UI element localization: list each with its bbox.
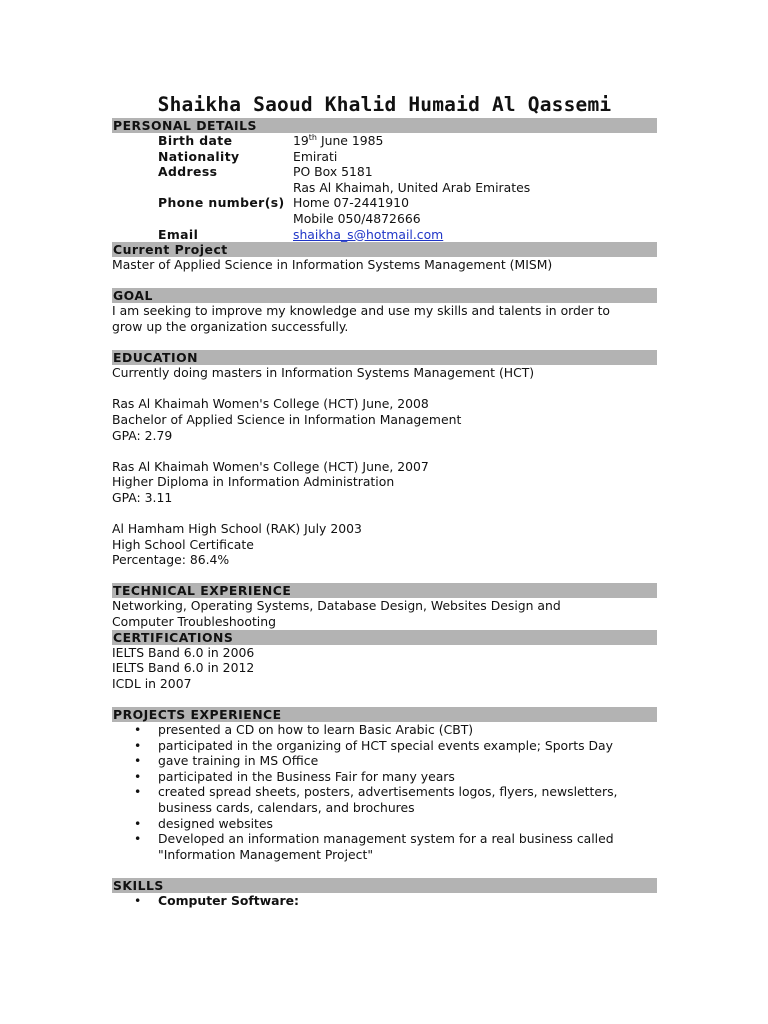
section-heading-goal: GOAL	[112, 288, 657, 303]
education-current: Currently doing masters in Information Systems Management (HCT)	[112, 365, 535, 381]
birth-date-value	[293, 133, 383, 149]
goal-line-2: grow up the organization successfully.	[112, 318, 349, 334]
skills-list-item: • Computer Software:	[112, 893, 657, 909]
resume-title: Shaikha Saoud Khalid Humaid Al Qassemi	[157, 93, 612, 116]
education-entry-2-line-2: Higher Diploma in Information Administration	[112, 474, 395, 490]
address-row	[112, 164, 657, 180]
resume-content	[112, 92, 657, 909]
education-entry-3-line-2: High School Certificate	[112, 536, 254, 552]
section-heading-education: EDUCATION	[112, 350, 657, 365]
education-entry-1-line-2: Bachelor of Applied Science in Information Management	[112, 411, 462, 427]
education-entry-1-line-1: Ras Al Khaimah Women's College (HCT) June, 2008	[112, 396, 429, 412]
technical-line-1: Networking, Operating Systems, Database Design, Websites Design and	[112, 598, 561, 614]
education-entry-3-line-1: Al Hamham High School (RAK) July 2003	[112, 521, 362, 537]
section-heading-skills: SKILLS	[112, 878, 657, 893]
current-project-text: Master of Applied Science in Information Systems Management (MISM)	[112, 257, 553, 273]
bullet-icon: •	[134, 753, 142, 769]
bullet-icon: •	[134, 815, 142, 831]
email-link[interactable]: shaikha_s@hotmail.com	[293, 226, 444, 242]
bullet-icon: •	[134, 892, 142, 908]
section-heading-current-project: Current Project	[112, 242, 657, 257]
email-row	[112, 227, 657, 243]
section-heading-personal: PERSONAL DETAILS	[112, 118, 657, 133]
phone-label: Phone number(s)	[158, 195, 285, 211]
project-list-item: • participated in the Business Fair for many years	[112, 769, 657, 785]
education-entry-2-line-1: Ras Al Khaimah Women's College (HCT) June, 2007	[112, 458, 429, 474]
education-entry-3-line-3: Percentage: 86.4%	[112, 552, 230, 568]
education-entry-2-line-3: GPA: 3.11	[112, 489, 173, 505]
bullet-icon: •	[134, 722, 142, 737]
address-label: Address	[158, 164, 218, 180]
nationality-value: Emirati	[293, 148, 338, 164]
technical-line-2: Computer Troubleshooting	[112, 614, 276, 630]
birth-date-row	[112, 133, 657, 149]
bullet-icon: •	[134, 784, 142, 800]
project-list-item: • designed websites	[112, 816, 657, 832]
project-list-item: • created spread sheets, posters, advertisements logos, flyers, newsletters,	[112, 784, 657, 800]
project-list-item: • gave training in MS Office	[112, 753, 657, 769]
address-line-1: PO Box 5181	[293, 164, 373, 180]
nationality-label: Nationality	[158, 148, 240, 164]
project-list-item: • participated in the organizing of HCT special events example; Sports Day	[112, 738, 657, 754]
nationality-row	[112, 149, 657, 165]
birth-day: 19	[293, 133, 309, 148]
bullet-icon: •	[134, 737, 142, 753]
phone-mobile: Mobile 050/4872666	[293, 210, 421, 226]
section-heading-technical: TECHNICAL EXPERIENCE	[112, 583, 657, 598]
birth-month-year: June 1985	[317, 133, 384, 148]
bullet-icon: •	[134, 768, 142, 784]
bullet-icon: •	[134, 831, 142, 847]
project-list-item: • Developed an information management system for a real business called	[112, 831, 657, 847]
phone-home: Home 07-2441910	[293, 195, 409, 211]
certification-item: ICDL in 2007	[112, 675, 192, 691]
goal-line-1: I am seeking to improve my knowledge and use my skills and talents in order to	[112, 303, 611, 319]
section-heading-projects: PROJECTS EXPERIENCE	[112, 707, 657, 722]
phone-row	[112, 195, 657, 211]
section-heading-certifications: CERTIFICATIONS	[112, 630, 657, 645]
project-list-item-continuation: business cards, calendars, and brochures	[158, 799, 415, 815]
address-row-2	[112, 180, 657, 196]
education-entry-1-line-3: GPA: 2.79	[112, 427, 173, 443]
certification-item: IELTS Band 6.0 in 2012	[112, 660, 255, 676]
phone-row-2	[112, 211, 657, 227]
address-line-2: Ras Al Khaimah, United Arab Emirates	[293, 179, 531, 195]
certification-item: IELTS Band 6.0 in 2006	[112, 644, 255, 660]
birth-day-suffix: th	[308, 132, 317, 142]
email-label: Email	[158, 226, 199, 242]
project-list-item: • presented a CD on how to learn Basic Arabic (CBT)	[112, 722, 657, 738]
birth-date-label: Birth date	[158, 133, 233, 148]
project-list-item-continuation: "Information Management Project"	[158, 846, 374, 862]
